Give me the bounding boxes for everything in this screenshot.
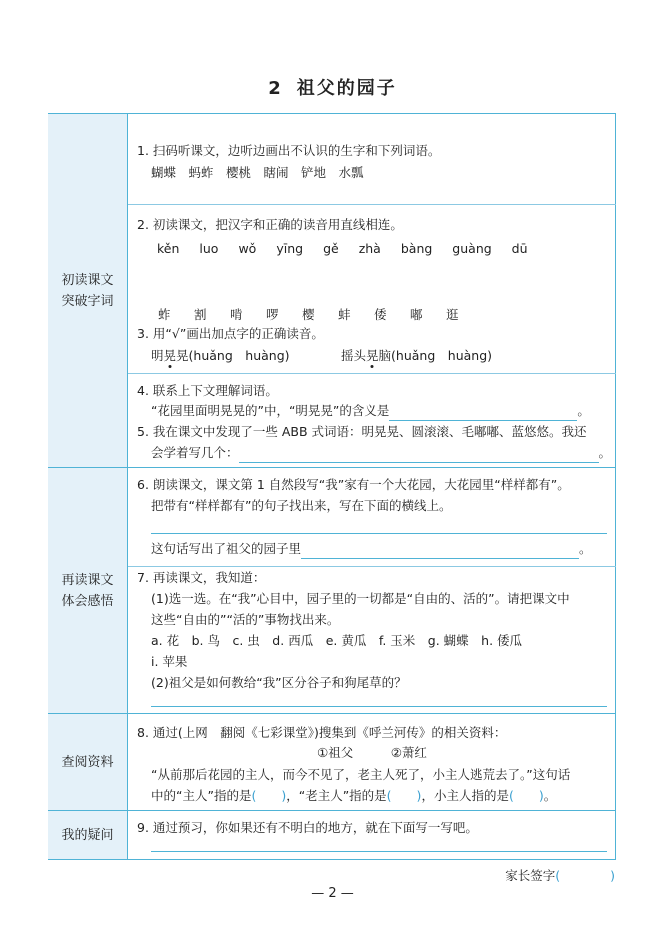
section-label-questions: 我的疑问 — [48, 810, 128, 859]
char-item[interactable]: 啃 — [230, 307, 243, 322]
char-item[interactable]: 樱 — [302, 307, 315, 322]
q8-blank-3[interactable]: ( ) — [508, 788, 544, 803]
q4-prompt: “花园里面明晃晃的”中，“明晃晃”的含义是 。 — [151, 400, 590, 421]
q2-pinyin-row — [157, 238, 548, 259]
pinyin-item[interactable]: luo — [199, 241, 219, 256]
pinyin-item[interactable]: yīng — [276, 241, 304, 256]
lesson-number: 2 — [268, 78, 283, 99]
pinyin-item[interactable]: gě — [323, 241, 339, 256]
q8-prompt: 中的“主人”指的是( )，“老主人”指的是( )，小主人指的是( )。 — [151, 788, 557, 803]
q7-option-i: i. 苹果 — [151, 654, 188, 669]
q6-prompt: 这句话写出了祖父的园子里 。 — [151, 538, 592, 559]
question-8: 8. 通过(上网 翻阅《七彩课堂》)搜集到《呼兰河传》的相关资料： — [137, 725, 507, 740]
char-item[interactable]: 蚱 — [158, 307, 171, 322]
q7-sub-2: (2)祖父是如何教给“我”区分谷子和狗尾草的？ — [151, 675, 407, 690]
page-title — [0, 74, 665, 100]
q3-item-2: 摇头晃脑(huǎng huàng) — [341, 348, 493, 363]
pinyin-item[interactable]: dū — [511, 241, 528, 256]
question-7: 7. 再读课文，我知道： — [137, 570, 266, 585]
q1-word-list: 蝴蝶 蚂蚱 樱桃 瞎闹 铲地 水瓢 — [151, 165, 364, 180]
page-number: — 2 — — [311, 886, 354, 901]
q5-prompt: 会学着写几个： 。 — [151, 442, 611, 463]
section-label-research: 查阅资料 — [48, 713, 128, 810]
char-item[interactable]: 啰 — [266, 307, 279, 322]
question-2: 2. 初读课文，把汉字和正确的读音用直线相连。 — [137, 217, 403, 232]
question-9: 9. 通过预习，你如果还有不明白的地方，就在下面写一写吧。 — [137, 820, 478, 835]
section-label-second-reading: 再读课文 体会感悟 — [48, 467, 128, 713]
q2-char-row — [158, 304, 482, 325]
q3-item-1: 明晃晃(huǎng huàng) — [151, 348, 290, 363]
pinyin-item[interactable]: kěn — [157, 241, 180, 256]
q9-answer-line[interactable] — [151, 851, 607, 852]
q8-blank-1[interactable]: ( ) — [251, 788, 287, 803]
q6-answer-line-1[interactable] — [151, 533, 607, 534]
section-label-first-reading: 初读课文 突破字词 — [48, 114, 128, 467]
char-item[interactable]: 蚌 — [338, 307, 351, 322]
pinyin-item[interactable]: bàng — [400, 241, 433, 256]
parent-signature: 家长签字( ) — [505, 868, 615, 883]
q7-sub-1: (1)选一选。在“我”心目中，园子里的一切都是“自由的、活的”。请把课文中 — [151, 591, 570, 606]
q8-quote: “从前那后花园的主人，而今不见了，老主人死了，小主人逃荒去了。”这句话 — [151, 767, 571, 782]
q6-answer-line-2[interactable] — [301, 544, 579, 559]
q8-blank-2[interactable]: ( ) — [386, 788, 422, 803]
q7-answer-line[interactable] — [151, 706, 607, 707]
question-6: 6. 朗读课文，课文第 1 自然段写“我”家有一个大花园，大花园里“样样都有”。 — [137, 477, 570, 492]
question-3: 3. 用“√”画出加点字的正确读音。 — [137, 326, 324, 341]
lesson-title: 祖父的园子 — [296, 78, 397, 99]
pinyin-item[interactable]: guàng — [452, 241, 492, 256]
q8-choices: ①祖父 ②萧红 — [317, 745, 427, 760]
question-5: 5. 我在课文中发现了一些 ABB 式词语：明晃晃、圆滚滚、毛嘟嘟、蓝悠悠。我还 — [137, 424, 587, 439]
pinyin-item[interactable]: zhà — [358, 241, 381, 256]
q7-options: a. 花 b. 鸟 c. 虫 d. 西瓜 e. 黄瓜 f. 玉米 g. 蝴蝶 h. 倭瓜 — [151, 633, 523, 648]
char-item[interactable]: 割 — [194, 307, 207, 322]
signature-blank[interactable]: ( ) — [555, 868, 615, 883]
question-1: 1. 扫码听课文，边听边画出不认识的生字和下列词语。 — [137, 143, 441, 158]
char-item[interactable]: 嘟 — [410, 307, 423, 322]
q7-sub-1b: 这些“自由的”“活的”事物找出来。 — [151, 612, 340, 627]
pinyin-item[interactable]: wǒ — [238, 241, 257, 256]
q5-answer-line[interactable] — [239, 448, 599, 463]
char-item[interactable]: 逛 — [446, 307, 459, 322]
question-4: 4. 联系上下文理解词语。 — [137, 383, 278, 398]
q4-answer-line[interactable] — [389, 406, 577, 421]
char-item[interactable]: 倭 — [374, 307, 387, 322]
q6-instruction: 把带有“样样都有”的句子找出来，写在下面的横线上。 — [151, 498, 452, 513]
